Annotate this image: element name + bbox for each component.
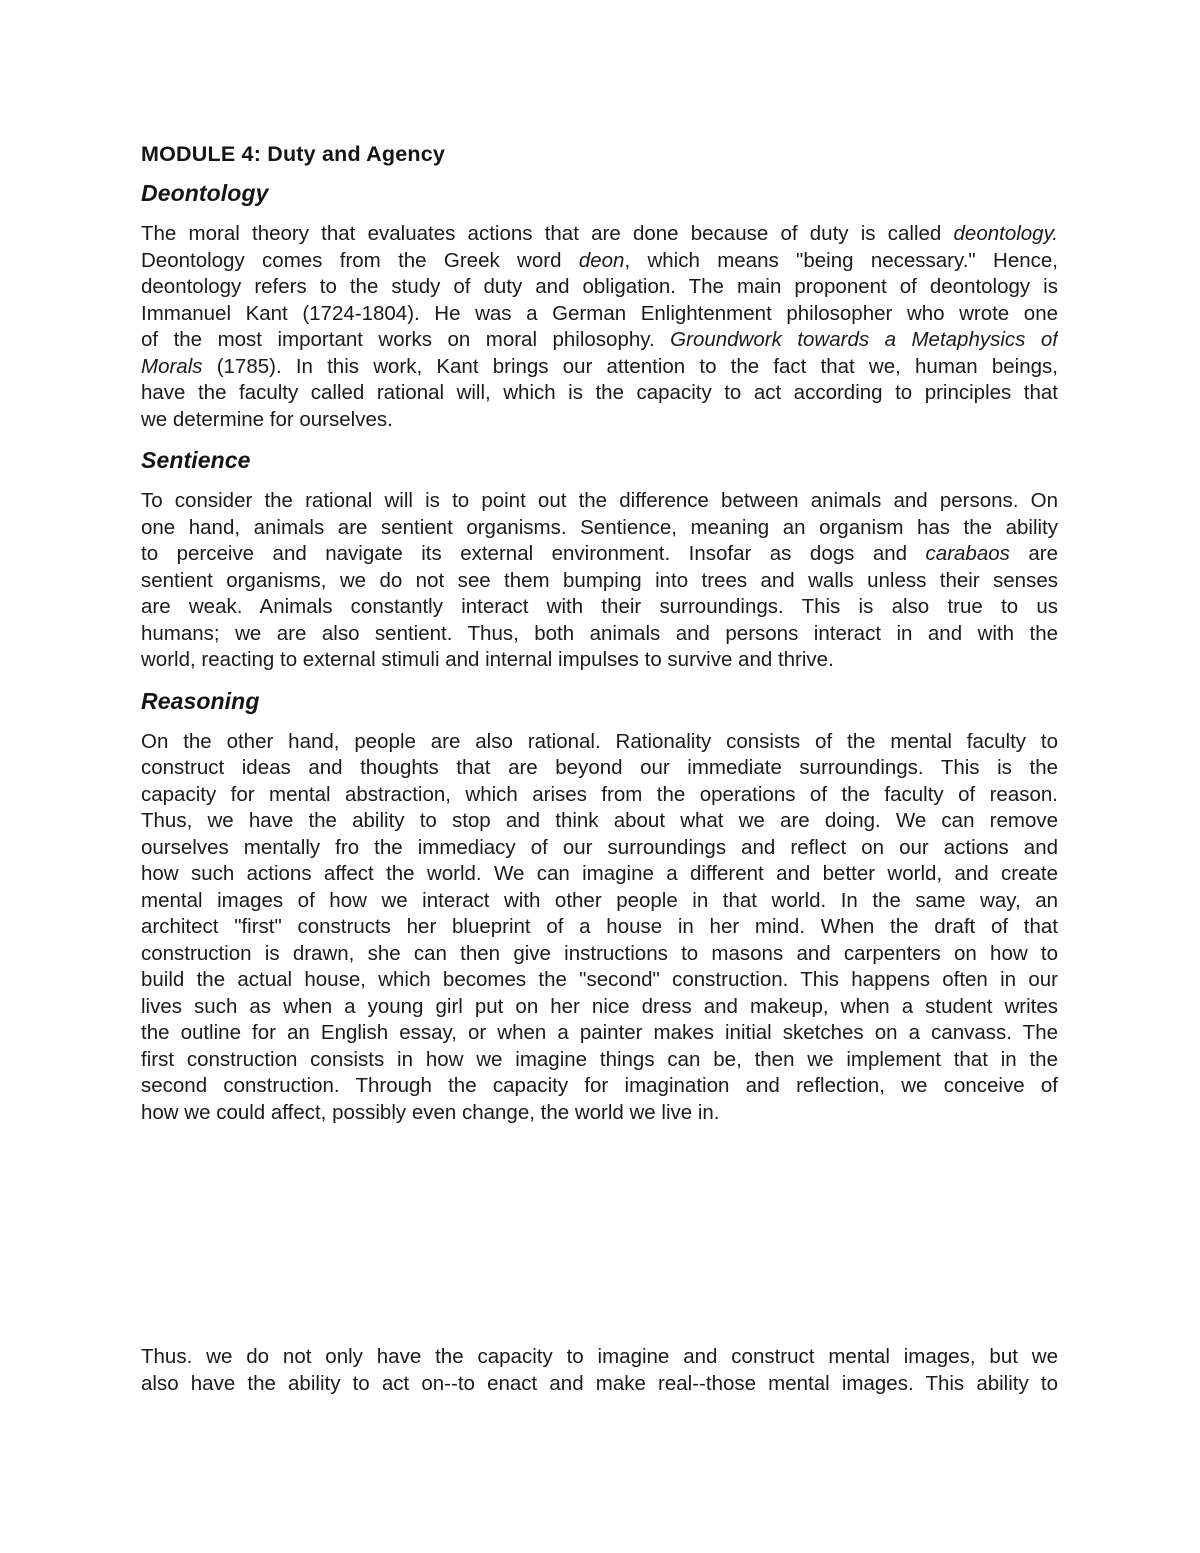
body-text: Deontology comes from the Greek word bbox=[141, 248, 579, 272]
italic-text: deon bbox=[578, 248, 625, 272]
document-body bbox=[141, 179, 1058, 1397]
text-line bbox=[141, 301, 1058, 328]
text-line bbox=[141, 1371, 1058, 1398]
body-text: world, reacting to external stimuli and internal impulses to survive and thrive. bbox=[141, 648, 834, 671]
body-text: of the most important works on moral philosophy. bbox=[141, 328, 671, 351]
body-text: how we could affect, possibly even change, the world we live in. bbox=[141, 1100, 720, 1124]
text-line bbox=[141, 782, 1058, 809]
section-heading-deontology: Deontology bbox=[141, 180, 269, 206]
text-line bbox=[141, 967, 1058, 994]
body-text: to perceive and navigate its external environment. Insofar as dogs and bbox=[141, 542, 926, 565]
body-text: (1785). In this work, Kant brings our attention to the fact that we, human beings, bbox=[202, 354, 1058, 378]
body-text: Immanuel Kant (1724-1804). He was a German Enlightenment philosopher who wrote one bbox=[141, 301, 1058, 325]
body-text: Thus, we have the ability to stop and think about what we are doing. We can remove bbox=[141, 809, 1058, 832]
text-line bbox=[141, 380, 1058, 407]
text-line bbox=[141, 994, 1058, 1021]
paragraph bbox=[141, 221, 1058, 433]
body-text: one hand, animals are sentient organisms. Sentience, meaning an organism has the ability bbox=[141, 515, 1058, 539]
text-line bbox=[141, 1344, 1058, 1371]
text-line bbox=[141, 515, 1058, 542]
body-text: deontology refers to the study of duty and obligation. The main proponent of deontology is bbox=[141, 275, 1058, 298]
body-text: architect "first" constructs her blueprint of a house in her mind. When the draft of that bbox=[141, 915, 1058, 938]
text-line bbox=[141, 488, 1058, 515]
section-heading-reasoning: Reasoning bbox=[141, 687, 260, 714]
body-text: sentient organisms, we do not see them bumping into trees and walls unless their senses bbox=[141, 568, 1058, 592]
body-text: we determine for ourselves. bbox=[141, 407, 393, 431]
body-text: , which means "being necessary." Hence, bbox=[624, 248, 1058, 272]
text-line bbox=[141, 541, 1058, 568]
italic-text: carabaos bbox=[925, 542, 1010, 565]
body-text: are bbox=[1009, 542, 1058, 565]
text-line bbox=[141, 407, 1058, 434]
text-line bbox=[141, 914, 1058, 941]
body-text: second construction. Through the capacity for imagination and reflection, we conceive of bbox=[141, 1074, 1058, 1097]
body-text: capacity for mental abstraction, which arises from the operations of the faculty of reason. bbox=[141, 782, 1058, 806]
paragraph bbox=[141, 729, 1058, 1127]
text-line bbox=[141, 327, 1058, 354]
body-text: To consider the rational will is to point out the difference between animals and persons. On bbox=[141, 489, 1058, 512]
italic-text: Morals bbox=[141, 354, 203, 378]
text-line bbox=[141, 647, 1058, 674]
text-line bbox=[141, 835, 1058, 862]
body-text: The moral theory that evaluates actions that are done because of duty is called bbox=[141, 222, 954, 245]
body-text: mental images of how we interact with other people in that world. In the same way, an bbox=[141, 888, 1058, 912]
text-line bbox=[141, 729, 1058, 756]
text-line bbox=[141, 354, 1058, 381]
text-line bbox=[141, 888, 1058, 915]
body-text: also have the ability to act on--to enact and make real--those mental images. This ability to bbox=[141, 1371, 1058, 1395]
text-line bbox=[141, 621, 1058, 648]
body-text: ourselves mentally fro the immediacy of our surroundings and reflect on our actions and bbox=[141, 835, 1058, 859]
body-text: the outline for an English essay, or when a painter makes initial sketches on a canvass. The bbox=[141, 1021, 1058, 1044]
text-line bbox=[141, 755, 1058, 782]
text-line bbox=[141, 1100, 1058, 1127]
text-line bbox=[141, 1047, 1058, 1074]
body-text: have the faculty called rational will, which is the capacity to act according to principles that bbox=[141, 381, 1058, 404]
paragraph bbox=[141, 1344, 1058, 1397]
text-line bbox=[141, 248, 1058, 275]
text-line bbox=[141, 274, 1058, 301]
body-text: are weak. Animals constantly interact with their surroundings. This is also true to us bbox=[141, 595, 1058, 618]
body-text: build the actual house, which becomes the "second" construction. This happens often in our bbox=[141, 968, 1058, 991]
text-line bbox=[141, 568, 1058, 595]
body-text: construct ideas and thoughts that are beyond our immediate surroundings. This is the bbox=[141, 756, 1058, 779]
text-line bbox=[141, 594, 1058, 621]
section-heading-sentience: Sentience bbox=[141, 447, 251, 473]
body-text: how such actions affect the world. We can imagine a different and better world, and create bbox=[141, 862, 1058, 885]
text-line bbox=[141, 221, 1058, 248]
paragraph bbox=[141, 488, 1058, 674]
text-line bbox=[141, 861, 1058, 888]
body-text: lives such as when a young girl put on her nice dress and makeup, when a student writes bbox=[141, 994, 1058, 1018]
body-text: humans; we are also sentient. Thus, both animals and persons interact in and with the bbox=[141, 621, 1058, 645]
body-text: On the other hand, people are also rational. Rationality consists of the mental faculty to bbox=[141, 729, 1058, 753]
body-text: construction is drawn, she can then give instructions to masons and carpenters on how to bbox=[141, 941, 1058, 965]
document-title: MODULE 4: Duty and Agency bbox=[141, 142, 446, 166]
italic-text: Groundwork towards a Metaphysics of bbox=[670, 328, 1058, 351]
text-line bbox=[141, 1073, 1058, 1100]
text-line bbox=[141, 1020, 1058, 1047]
text-line bbox=[141, 808, 1058, 835]
body-text: Thus. we do not only have the capacity to imagine and construct mental images, but we bbox=[141, 1345, 1058, 1368]
italic-text: deontology. bbox=[953, 222, 1058, 245]
text-line bbox=[141, 941, 1058, 968]
body-text: first construction consists in how we imagine things can be, then we implement that in the bbox=[141, 1047, 1058, 1071]
